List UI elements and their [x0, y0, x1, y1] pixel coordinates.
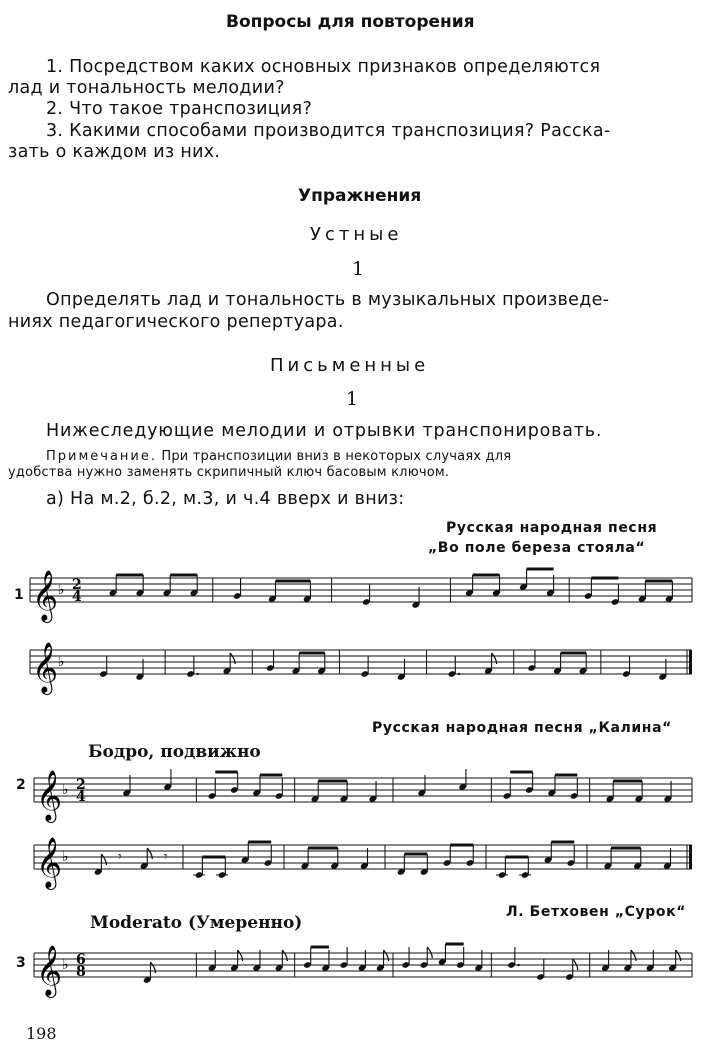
question-3-line-2: зать о каждом из них.	[8, 142, 221, 162]
song-3-source: Л. Бетховен „Сурок“	[506, 904, 686, 920]
song-1-number: 1	[14, 587, 24, 603]
flat-key-signature-icon: ♭	[58, 582, 65, 598]
flat-key-signature-icon: ♭	[62, 957, 69, 973]
flat-key-signature-icon: ♭	[58, 654, 65, 670]
time-signature-bottom: 4	[72, 589, 82, 605]
time-signature-top: 2	[76, 777, 86, 793]
question-1-line-2: лад и тональность мелодии?	[8, 78, 285, 98]
treble-clef-icon: 𝄞	[36, 770, 63, 821]
review-title: Вопросы для повторения	[226, 12, 475, 32]
treble-clef-icon: 𝄞	[36, 837, 63, 888]
oral-title: Устные	[310, 224, 403, 245]
song-1-title: „Во поле береза стояла“	[428, 540, 646, 556]
exercises-title: Упражнения	[298, 186, 422, 206]
note-dot	[458, 673, 460, 675]
treble-clef-icon: 𝄞	[32, 642, 59, 693]
note-dot	[196, 673, 198, 675]
song-3-tempo: Moderato (Умеренно)	[90, 913, 303, 933]
question-1-line-1: 1. Посредством каких основных признаков определяются	[46, 57, 601, 77]
eighth-rest-icon: 𝄾	[163, 849, 168, 865]
time-signature-bottom: 8	[76, 964, 86, 980]
oral-number: 1	[352, 258, 365, 280]
question-2: 2. Что такое транспозиция?	[46, 99, 313, 119]
flat-key-signature-icon: ♭	[62, 782, 69, 798]
staff-song-2-line-1	[0, 760, 718, 830]
staff-song-1-line-2	[0, 632, 718, 702]
note-dot	[517, 964, 519, 966]
oral-task-line-1: Определять лад и тональность в музыкальных произведе-	[46, 290, 610, 310]
time-signature-bottom: 4	[76, 789, 86, 805]
song-2-number: 2	[16, 777, 26, 793]
written-task: Нижеследующие мелодии и отрывки транспонировать.	[46, 421, 603, 441]
oral-task-line-2: ниях педагогического репертуара.	[8, 312, 344, 332]
note-line-2: удобства нужно заменять скрипичный ключ басовым ключом.	[8, 465, 450, 480]
written-number: 1	[346, 388, 359, 410]
treble-clef-icon: 𝄞	[36, 945, 63, 996]
song-2-source: Русская народная песня „Калина“	[372, 720, 672, 736]
staff-song-3-line-1	[0, 935, 718, 1005]
song-1-source: Русская народная песня	[446, 520, 658, 536]
song-3-number: 3	[16, 955, 26, 971]
song-2-tempo: Бодро, подвижно	[88, 742, 261, 762]
flat-key-signature-icon: ♭	[62, 849, 69, 865]
task-a: а) На м.2, б.2, м.3, и ч.4 вверх и вниз:	[46, 489, 405, 509]
time-signature-top: 6	[76, 952, 86, 968]
staff-song-1-line-1	[0, 560, 718, 630]
question-3-line-1: 3. Какими способами производится транспозиция? Расска-	[46, 121, 611, 141]
note-label: Примечание.	[46, 449, 158, 464]
page-number: 198	[26, 1024, 57, 1043]
written-title: Письменные	[270, 355, 430, 376]
note-line-1-text: При транспозиции вниз в некоторых случаях для	[161, 449, 512, 464]
staff-song-2-line-2	[0, 827, 718, 897]
eighth-rest-icon: 𝄾	[118, 849, 122, 865]
time-signature-top: 2	[72, 577, 82, 593]
treble-clef-icon: 𝄞	[32, 570, 59, 621]
note-line-1	[46, 449, 511, 465]
